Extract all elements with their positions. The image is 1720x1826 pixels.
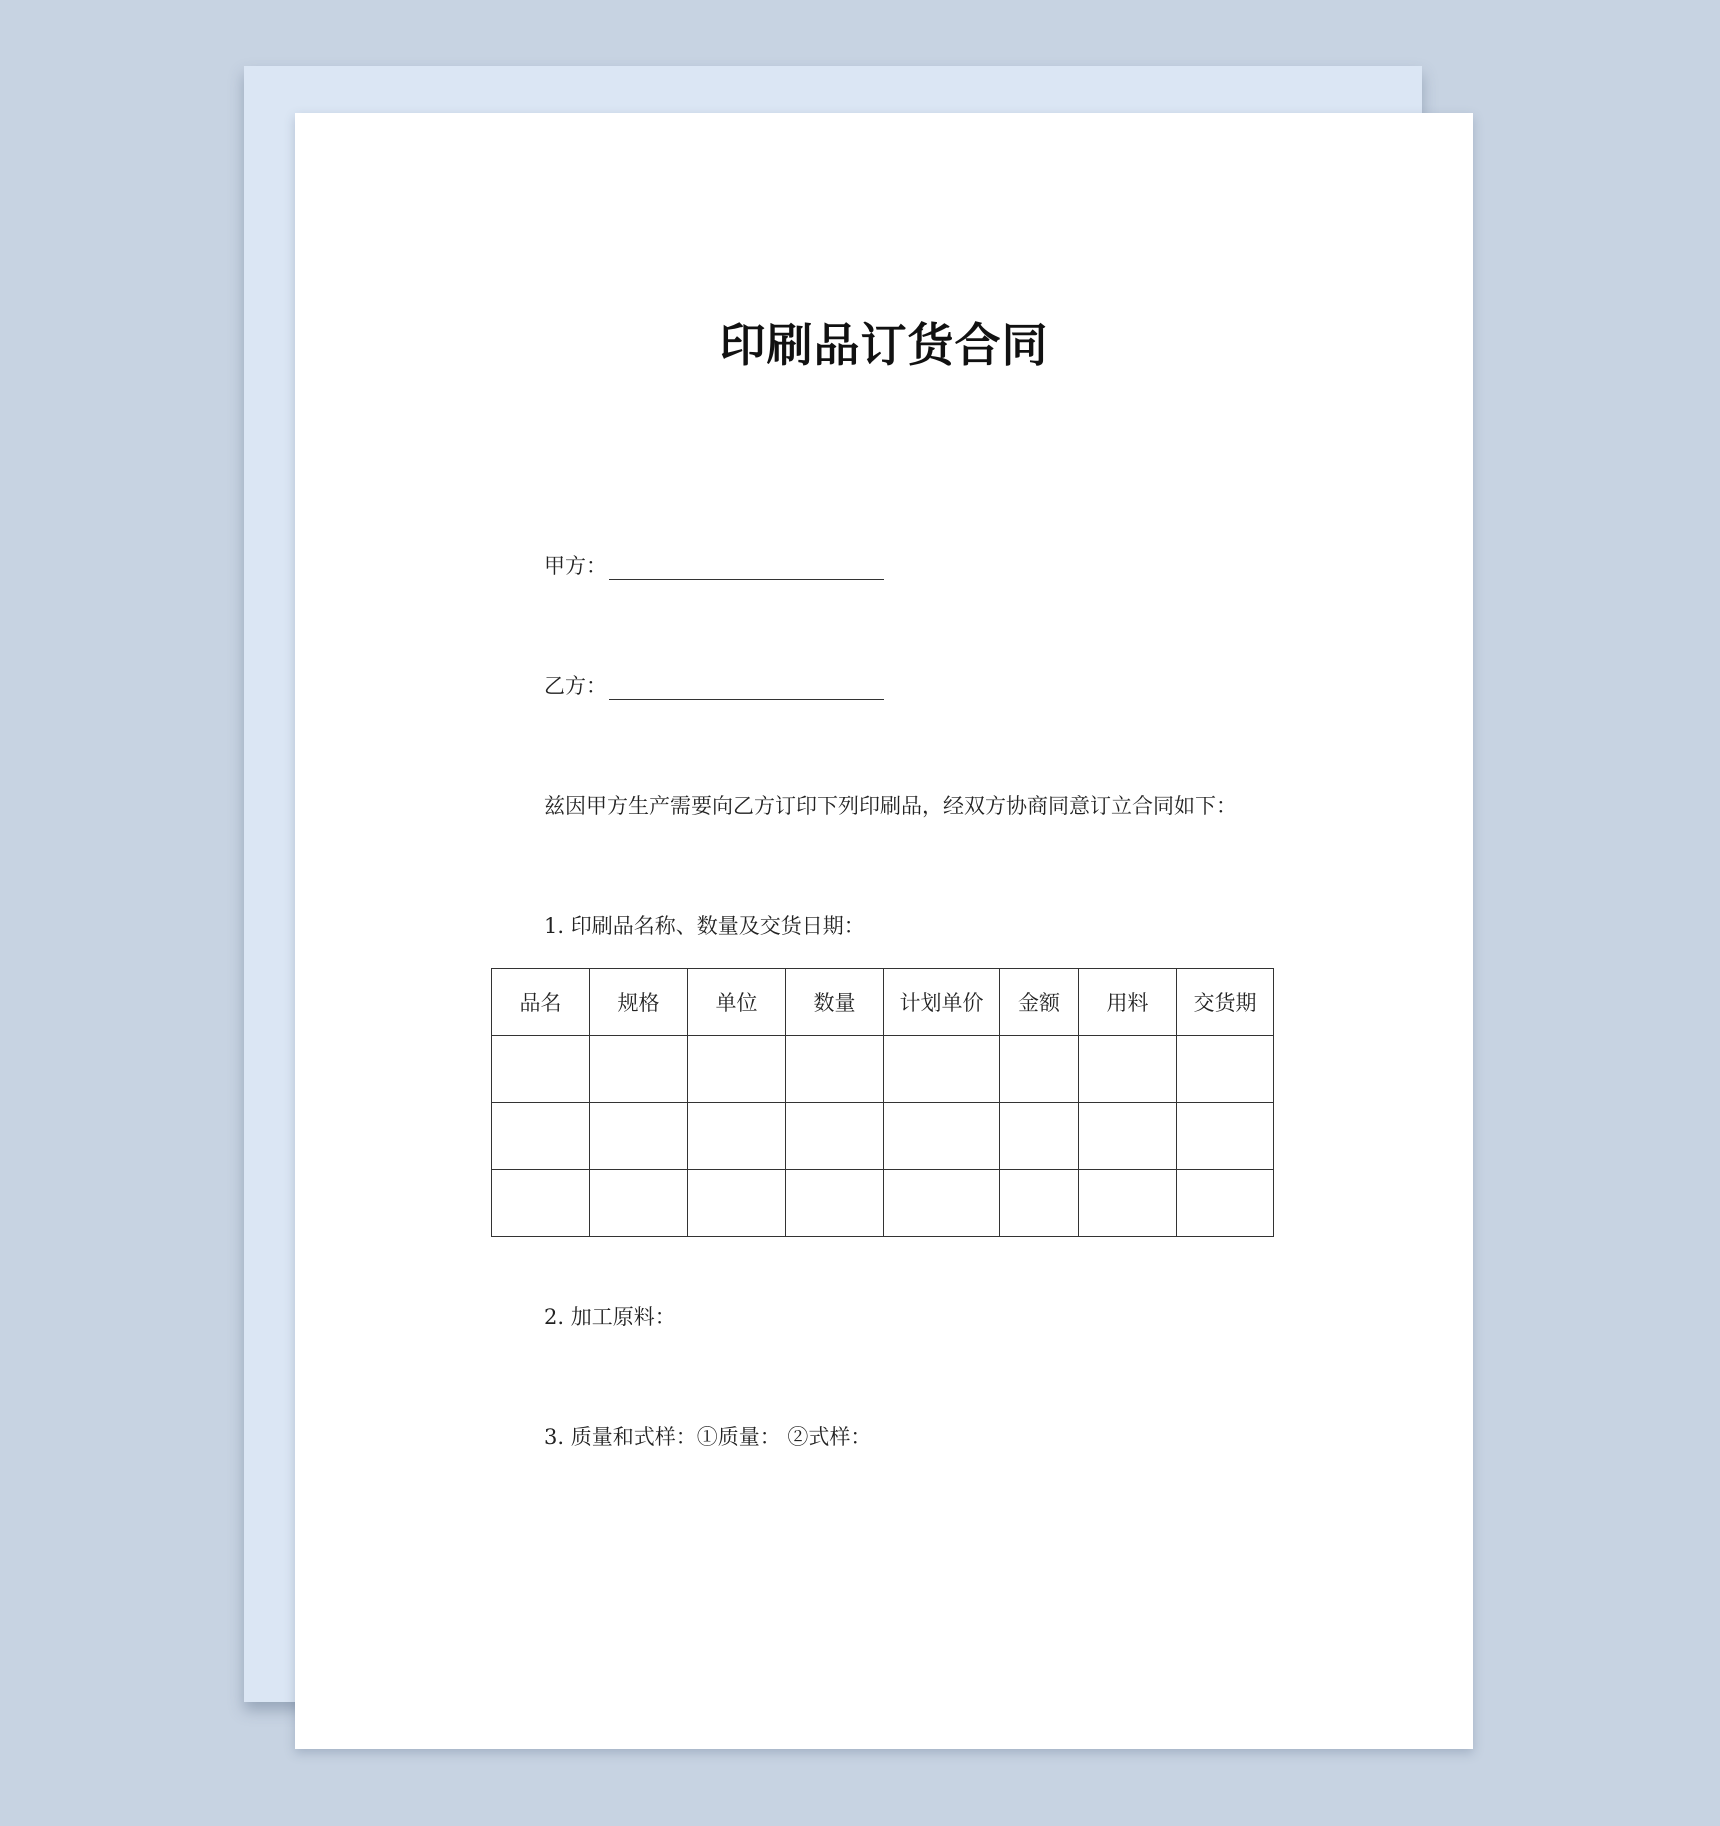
table-cell[interactable] (1177, 1103, 1274, 1170)
table-cell[interactable] (1177, 1170, 1274, 1237)
header-cell-spec: 规格 (590, 969, 688, 1036)
table-cell[interactable] (492, 1103, 590, 1170)
table-cell[interactable] (1079, 1036, 1177, 1103)
table-cell[interactable] (590, 1170, 688, 1237)
header-cell-material: 用料 (1079, 969, 1177, 1036)
section-2-heading: 2. 加工原料： (544, 1305, 676, 1329)
table-cell[interactable] (1000, 1103, 1079, 1170)
table-header-row (492, 969, 1274, 1036)
party-a-label: 甲方： (544, 554, 607, 578)
table-cell[interactable] (884, 1103, 1000, 1170)
section-3-heading: 3. 质量和式样：①质量： ②式样： (544, 1425, 872, 1449)
table-cell[interactable] (1079, 1103, 1177, 1170)
header-cell-name: 品名 (492, 969, 590, 1036)
intro-text: 兹因甲方生产需要向乙方订印下列印刷品，经双方协商同意订立合同如下： (544, 794, 1237, 818)
party-a-line (544, 550, 884, 580)
table-cell[interactable] (786, 1103, 884, 1170)
party-a-blank[interactable] (609, 555, 884, 580)
table-cell[interactable] (590, 1103, 688, 1170)
party-b-label: 乙方： (544, 674, 607, 698)
party-b-line (544, 670, 884, 700)
table-cell[interactable] (688, 1170, 786, 1237)
table-cell[interactable] (688, 1103, 786, 1170)
document-title: 印刷品订货合同 (719, 318, 1049, 372)
table-cell[interactable] (884, 1036, 1000, 1103)
section-1-heading: 1. 印刷品名称、数量及交货日期： (544, 914, 865, 938)
table-cell[interactable] (786, 1036, 884, 1103)
order-table (491, 968, 1274, 1237)
table-row (492, 1103, 1274, 1170)
table-cell[interactable] (492, 1036, 590, 1103)
table-cell[interactable] (786, 1170, 884, 1237)
document-page (295, 113, 1473, 1749)
table-cell[interactable] (1079, 1170, 1177, 1237)
table-cell[interactable] (688, 1036, 786, 1103)
table-cell[interactable] (884, 1170, 1000, 1237)
header-cell-unit: 单位 (688, 969, 786, 1036)
party-b-blank[interactable] (609, 675, 884, 700)
header-cell-quantity: 数量 (786, 969, 884, 1036)
table-cell[interactable] (1177, 1036, 1274, 1103)
table-row (492, 1170, 1274, 1237)
table-cell[interactable] (1000, 1036, 1079, 1103)
table-row (492, 1036, 1274, 1103)
header-cell-unit-price: 计划单价 (884, 969, 1000, 1036)
header-cell-delivery-date: 交货期 (1177, 969, 1274, 1036)
header-cell-amount: 金额 (1000, 969, 1079, 1036)
table-cell[interactable] (590, 1036, 688, 1103)
table-cell[interactable] (492, 1170, 590, 1237)
table-cell[interactable] (1000, 1170, 1079, 1237)
